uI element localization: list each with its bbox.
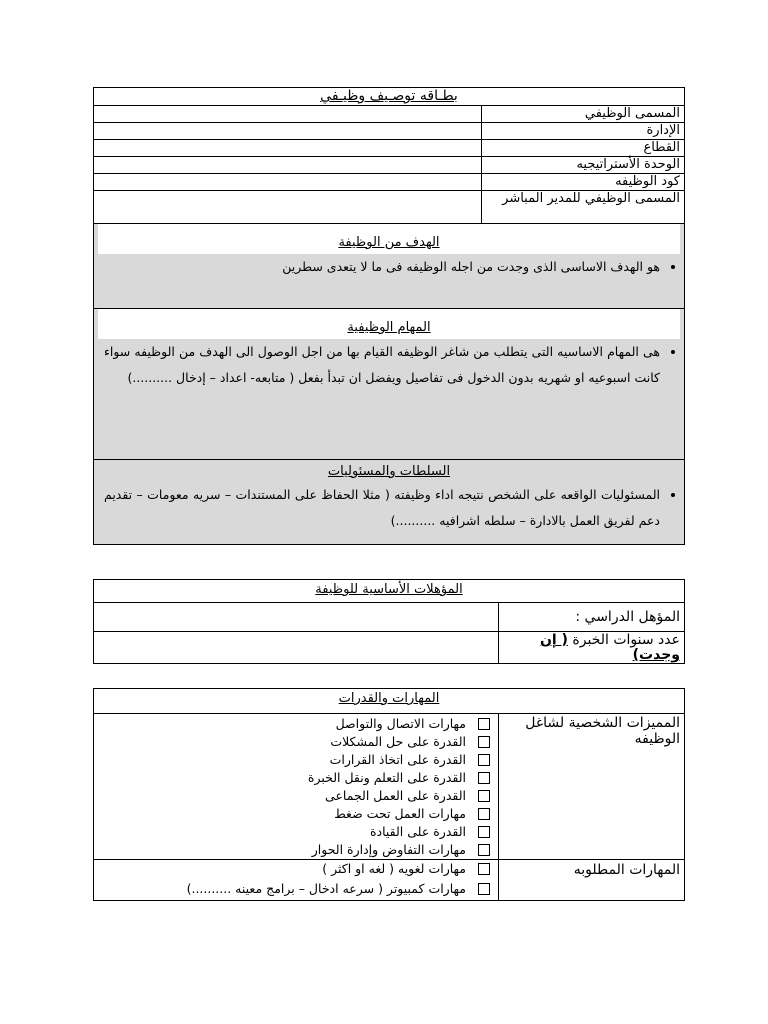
personal-trait-item (98, 769, 490, 787)
card-title: بطـاقه توصـيف وظيـفي (94, 88, 685, 106)
skill-computer: مهارات كمبيوتر ( سرعه ادخال – برامج معينه ..........) (186, 881, 466, 896)
label-strategic-unit: الوحدة الأستراتيجيه (482, 157, 685, 174)
label-job-code: كود الوظيفه (482, 174, 685, 191)
personal-traits-cell (94, 714, 499, 860)
authorities-text: • المسئوليات الواقعه على الشخص نتيجه اداء وظيفته ( مثلا الحفاظ على المستندات – سريه معومات – تقديم دعم لفريق العمل بالادارة – سلطه اشرافيه ..........) (104, 482, 660, 534)
required-skills-cell (94, 860, 499, 901)
qualifications-table (93, 579, 685, 664)
label-department: الإدارة (482, 123, 685, 140)
checkbox-icon[interactable] (478, 790, 490, 802)
checkbox-icon[interactable] (478, 863, 490, 875)
trait-pressure: مهارات العمل تحت ضغط (334, 806, 466, 821)
label-manager-title: المسمى الوظيفي للمدير المباشر (482, 191, 685, 224)
checkbox-icon[interactable] (478, 754, 490, 766)
personal-traits-list (98, 715, 494, 859)
checkbox-icon[interactable] (478, 808, 490, 820)
value-strategic-unit[interactable] (94, 157, 482, 174)
personal-trait-item (98, 805, 490, 823)
label-education: المؤهل الدراسي : (499, 603, 685, 632)
value-job-code[interactable] (94, 174, 482, 191)
required-skill-item (98, 878, 490, 900)
checkbox-icon[interactable] (478, 883, 490, 895)
value-job-title[interactable] (94, 106, 482, 123)
checkbox-icon[interactable] (478, 772, 490, 784)
tasks-text: • هى المهام الاساسيه التى يتطلب من شاغر الوظيفه القيام بها من اجل الوصول الى الهدف من الوظيفه سواء كانت اسبوعيه او شهريه بدون الدخول فى تفاصيل ويفضل ان تبدأ بفعل ( متابعه- اعداد – إدخال ..........) (104, 339, 660, 391)
personal-traits-label: المميزات الشخصية لشاغل الوظيفه (499, 714, 685, 860)
personal-trait-item (98, 751, 490, 769)
label-experience: عدد سنوات الخبرة (572, 632, 680, 648)
personal-trait-item (98, 787, 490, 805)
trait-leadership: القدرة على القيادة (369, 824, 466, 839)
required-skills-label: المهارات المطلوبه (499, 860, 685, 901)
checkbox-icon[interactable] (478, 718, 490, 730)
trait-decision-making: القدرة على اتخاذ القرارات (329, 752, 466, 767)
skill-languages: مهارات لغويه ( لغه او اكثر ) (322, 861, 466, 876)
skills-title: المهارات والقدرات (94, 689, 685, 714)
required-skill-item (98, 860, 490, 878)
tasks-title: المهام الوظيفية (98, 309, 680, 339)
value-sector[interactable] (94, 140, 482, 157)
value-manager-title[interactable] (94, 191, 482, 224)
trait-negotiation: مهارات التفاوض وإدارة الحوار (311, 842, 466, 857)
value-department[interactable] (94, 123, 482, 140)
label-sector: القطاع (482, 140, 685, 157)
trait-problem-solving: القدرة على حل المشكلات (330, 734, 466, 749)
personal-trait-item (98, 823, 490, 841)
value-education[interactable] (94, 603, 499, 632)
tasks-section (94, 309, 685, 460)
trait-communication: مهارات الاتصال والتواصل (335, 716, 466, 731)
goal-section (94, 224, 685, 309)
trait-learning: القدرة على التعلم ونقل الخبرة (307, 770, 466, 785)
checkbox-icon[interactable] (478, 826, 490, 838)
value-experience[interactable] (94, 632, 499, 664)
authorities-title: السلطات والمسئوليات (327, 464, 451, 479)
skills-table (93, 688, 685, 901)
personal-trait-item (98, 715, 490, 733)
checkbox-icon[interactable] (478, 736, 490, 748)
label-experience-cell (499, 632, 685, 664)
qualifications-title: المؤهلات الأساسية للوظيفة (94, 580, 685, 603)
trait-teamwork: القدرة على العمل الجماعى (325, 788, 466, 803)
personal-trait-item (98, 841, 490, 859)
job-card-table (93, 87, 685, 545)
goal-title: الهدف من الوظيفة (98, 224, 680, 254)
label-job-title: المسمى الوظيفي (482, 106, 685, 123)
personal-trait-item (98, 733, 490, 751)
label-experience-note: ( إن وجدت) (539, 632, 680, 663)
goal-text: • هو الهدف الاساسى الذى وجدت من اجله الوظيفه فى ما لا يتعدى سطرين (104, 254, 660, 280)
required-skills-list (98, 860, 494, 900)
authorities-section (94, 460, 685, 545)
checkbox-icon[interactable] (478, 844, 490, 856)
